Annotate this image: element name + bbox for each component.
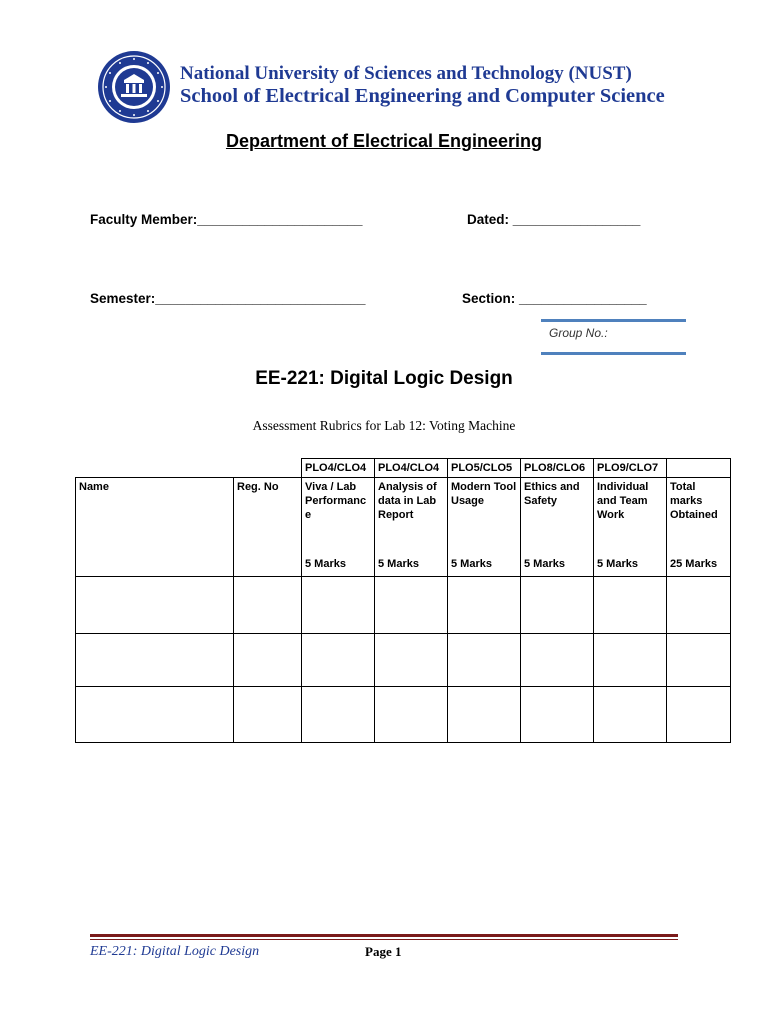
plo-cell bbox=[667, 459, 731, 478]
reg-no-header: Reg. No bbox=[234, 478, 302, 577]
page-number: Page 1 bbox=[365, 944, 402, 959]
score-cell[interactable] bbox=[375, 577, 448, 634]
semester-field: Semester:____________________________ bbox=[90, 291, 366, 306]
university-header bbox=[180, 62, 665, 108]
score-cell[interactable] bbox=[448, 634, 521, 687]
name-header: Name bbox=[76, 478, 234, 577]
plo-row bbox=[76, 459, 731, 478]
section-field: Section: _________________ bbox=[462, 291, 647, 306]
score-cell[interactable] bbox=[375, 687, 448, 743]
university-name: National University of Sciences and Technology (NUST) bbox=[180, 63, 632, 84]
criterion-label: Ethics and Safety bbox=[524, 481, 580, 507]
score-cell[interactable] bbox=[594, 687, 667, 743]
name-cell[interactable] bbox=[76, 577, 234, 634]
score-cell[interactable] bbox=[375, 634, 448, 687]
plo-cell: PLO4/CLO4 bbox=[302, 459, 375, 478]
criterion-header bbox=[375, 478, 448, 577]
criterion-header bbox=[594, 478, 667, 577]
score-cell[interactable] bbox=[521, 687, 594, 743]
score-cell[interactable] bbox=[448, 687, 521, 743]
reg-no-cell[interactable] bbox=[234, 687, 302, 743]
rubric-subtitle: Assessment Rubrics for Lab 12: Voting Machine bbox=[252, 418, 516, 433]
score-cell[interactable] bbox=[302, 687, 375, 743]
rubric-table bbox=[75, 458, 731, 743]
total-cell[interactable] bbox=[667, 634, 731, 687]
score-cell[interactable] bbox=[594, 577, 667, 634]
header-row bbox=[76, 478, 731, 577]
table-row bbox=[76, 687, 731, 743]
footer-course: EE-221: Digital Logic Design bbox=[90, 944, 260, 959]
criterion-marks: 5 Marks bbox=[451, 558, 492, 570]
dated-field: Dated: _________________ bbox=[467, 212, 641, 227]
criterion-header bbox=[448, 478, 521, 577]
group-number-label: Group No.: bbox=[549, 326, 608, 340]
criterion-marks: 25 Marks bbox=[670, 558, 718, 570]
reg-no-cell[interactable] bbox=[234, 577, 302, 634]
score-cell[interactable] bbox=[302, 634, 375, 687]
criterion-marks: 5 Marks bbox=[524, 558, 565, 570]
score-cell[interactable] bbox=[521, 577, 594, 634]
total-cell[interactable] bbox=[667, 687, 731, 743]
score-cell[interactable] bbox=[448, 577, 521, 634]
group-box-top-rule bbox=[541, 319, 686, 322]
table-row bbox=[76, 634, 731, 687]
school-name: School of Electrical Engineering and Computer Science bbox=[180, 85, 665, 107]
total-cell[interactable] bbox=[667, 577, 731, 634]
criterion-label: Total marks Obtained bbox=[670, 481, 718, 521]
plo-cell: PLO4/CLO4 bbox=[375, 459, 448, 478]
criterion-marks: 5 Marks bbox=[597, 558, 638, 570]
plo-cell: PLO5/CLO5 bbox=[448, 459, 521, 478]
table-row bbox=[76, 577, 731, 634]
course-title: EE-221: Digital Logic Design bbox=[255, 368, 513, 389]
plo-cell: PLO9/CLO7 bbox=[594, 459, 667, 478]
reg-no-cell[interactable] bbox=[234, 634, 302, 687]
criterion-marks: 5 Marks bbox=[378, 558, 419, 570]
score-cell[interactable] bbox=[521, 634, 594, 687]
plo-cell: PLO8/CLO6 bbox=[521, 459, 594, 478]
faculty-member-field: Faculty Member:______________________ bbox=[90, 212, 363, 227]
criterion-header bbox=[667, 478, 731, 577]
group-box-bottom-rule bbox=[541, 352, 686, 355]
criterion-label: Viva / Lab Performanc e bbox=[305, 481, 367, 521]
criterion-header bbox=[521, 478, 594, 577]
score-cell[interactable] bbox=[302, 577, 375, 634]
name-cell[interactable] bbox=[76, 687, 234, 743]
footer-rule-thin bbox=[90, 939, 678, 940]
criterion-marks: 5 Marks bbox=[305, 558, 346, 570]
criterion-label: Analysis of data in Lab Report bbox=[378, 481, 437, 521]
nust-seal-logo bbox=[97, 50, 171, 124]
criterion-label: Individual and Team Work bbox=[597, 481, 649, 521]
name-cell[interactable] bbox=[76, 634, 234, 687]
criterion-header bbox=[302, 478, 375, 577]
criterion-label: Modern Tool Usage bbox=[451, 481, 517, 507]
department-title: Department of Electrical Engineering bbox=[225, 131, 543, 151]
footer-rule-thick bbox=[90, 934, 678, 937]
score-cell[interactable] bbox=[594, 634, 667, 687]
